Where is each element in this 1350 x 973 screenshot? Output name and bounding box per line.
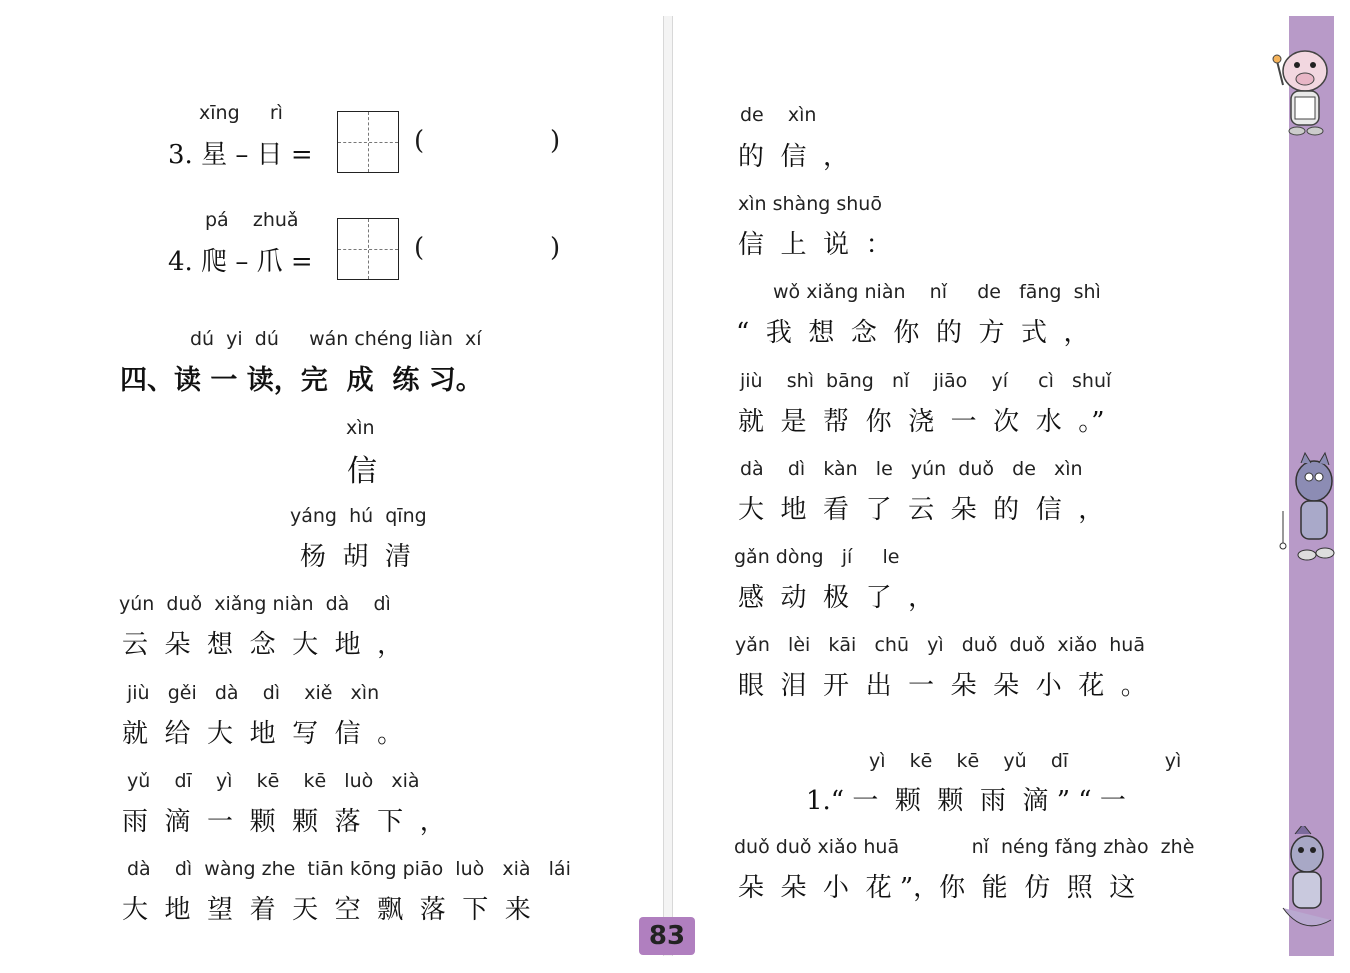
ex3-close-paren: ) <box>550 126 561 156</box>
right-line-4-pinyin: jiù shì bāng nǐ jiāo yí cì shuǐ <box>740 370 1112 392</box>
question-1-text: 1.“ 一 颗 颗 雨 滴 ” “ 一 <box>806 786 1126 816</box>
decorative-sidebar <box>1289 16 1334 956</box>
ex4-pinyin: pá zhuǎ <box>205 209 299 231</box>
poem-title: 信 <box>347 454 377 489</box>
ex4-answer-box[interactable] <box>337 218 399 280</box>
right-line-5: 大 地 看 了 云 朵 的 信 ， <box>738 495 1105 525</box>
ex4-open-paren: ( <box>414 233 425 263</box>
right-line-4: 就 是 帮 你 浇 一 次 水 。” <box>738 407 1105 437</box>
left-line-4: 大 地 望 着 天 空 飘 落 下 来 <box>122 895 531 925</box>
ex3-equation: 3. 星 – 日 = <box>168 140 313 170</box>
author-name: 杨 胡 清 <box>300 542 412 572</box>
right-line-7-pinyin: yǎn lèi kāi chū yì duǒ duǒ xiǎo huā <box>735 634 1145 656</box>
right-line-6-pinyin: gǎn dòng jí le <box>734 546 900 568</box>
question-1b-pinyin: duǒ duǒ xiǎo huā nǐ néng fǎng zhào zhè <box>734 836 1195 858</box>
left-line-3: 雨 滴 一 颗 颗 落 下 ， <box>122 807 446 837</box>
right-line-2: 信 上 说 ： <box>738 230 892 260</box>
ex3-answer-box[interactable] <box>337 111 399 173</box>
book-gutter <box>663 16 673 956</box>
section-heading: 四、读 一 读，完 成 练 习。 <box>120 365 483 396</box>
right-line-5-pinyin: dà dì kàn le yún duǒ de xìn <box>740 458 1083 480</box>
right-line-1: 的 信 ， <box>738 142 850 172</box>
right-line-3-pinyin: wǒ xiǎng niàn nǐ de fāng shì <box>773 281 1101 303</box>
cartoon-pig-icon <box>1267 41 1337 141</box>
ex4-close-paren: ) <box>550 233 561 263</box>
left-line-1-pinyin: yún duǒ xiǎng niàn dà dì <box>119 593 391 615</box>
poem-title-pinyin: xìn <box>346 417 375 439</box>
right-line-6: 感 动 极 了 ， <box>738 583 935 613</box>
right-line-7: 眼 泪 开 出 一 朵 朵 小 花 。 <box>738 671 1147 701</box>
author-pinyin: yáng hú qīng <box>290 505 427 527</box>
left-line-1: 云 朵 想 念 大 地 ， <box>122 630 404 660</box>
ex4-equation: 4. 爬 – 爪 = <box>168 247 313 277</box>
question-1b-text: 朵 朵 小 花 ”，你 能 仿 照 这 <box>738 873 1136 903</box>
right-line-2-pinyin: xìn shàng shuō <box>738 193 882 215</box>
left-line-3-pinyin: yǔ dī yì kē kē luò xià <box>127 770 420 792</box>
ex3-open-paren: ( <box>414 126 425 156</box>
ex3-pinyin: xīng rì <box>199 102 283 124</box>
cartoon-wolf-icon <box>1279 451 1339 566</box>
left-line-2-pinyin: jiù gěi dà dì xiě xìn <box>127 682 380 704</box>
page-number-badge: 83 <box>639 917 695 955</box>
cartoon-mouse-icon <box>1273 826 1335 936</box>
left-line-4-pinyin: dà dì wàng zhe tiān kōng piāo luò xià lái <box>127 858 571 880</box>
left-line-2: 就 给 大 地 写 信 。 <box>122 719 404 749</box>
section-pinyin: dú yi dú wán chéng liàn xí <box>190 328 482 350</box>
right-line-1-pinyin: de xìn <box>740 104 817 126</box>
right-line-3: “ 我 想 念 你 的 方 式 ， <box>736 318 1090 348</box>
question-1-pinyin: yì kē kē yǔ dī yì <box>869 750 1182 772</box>
